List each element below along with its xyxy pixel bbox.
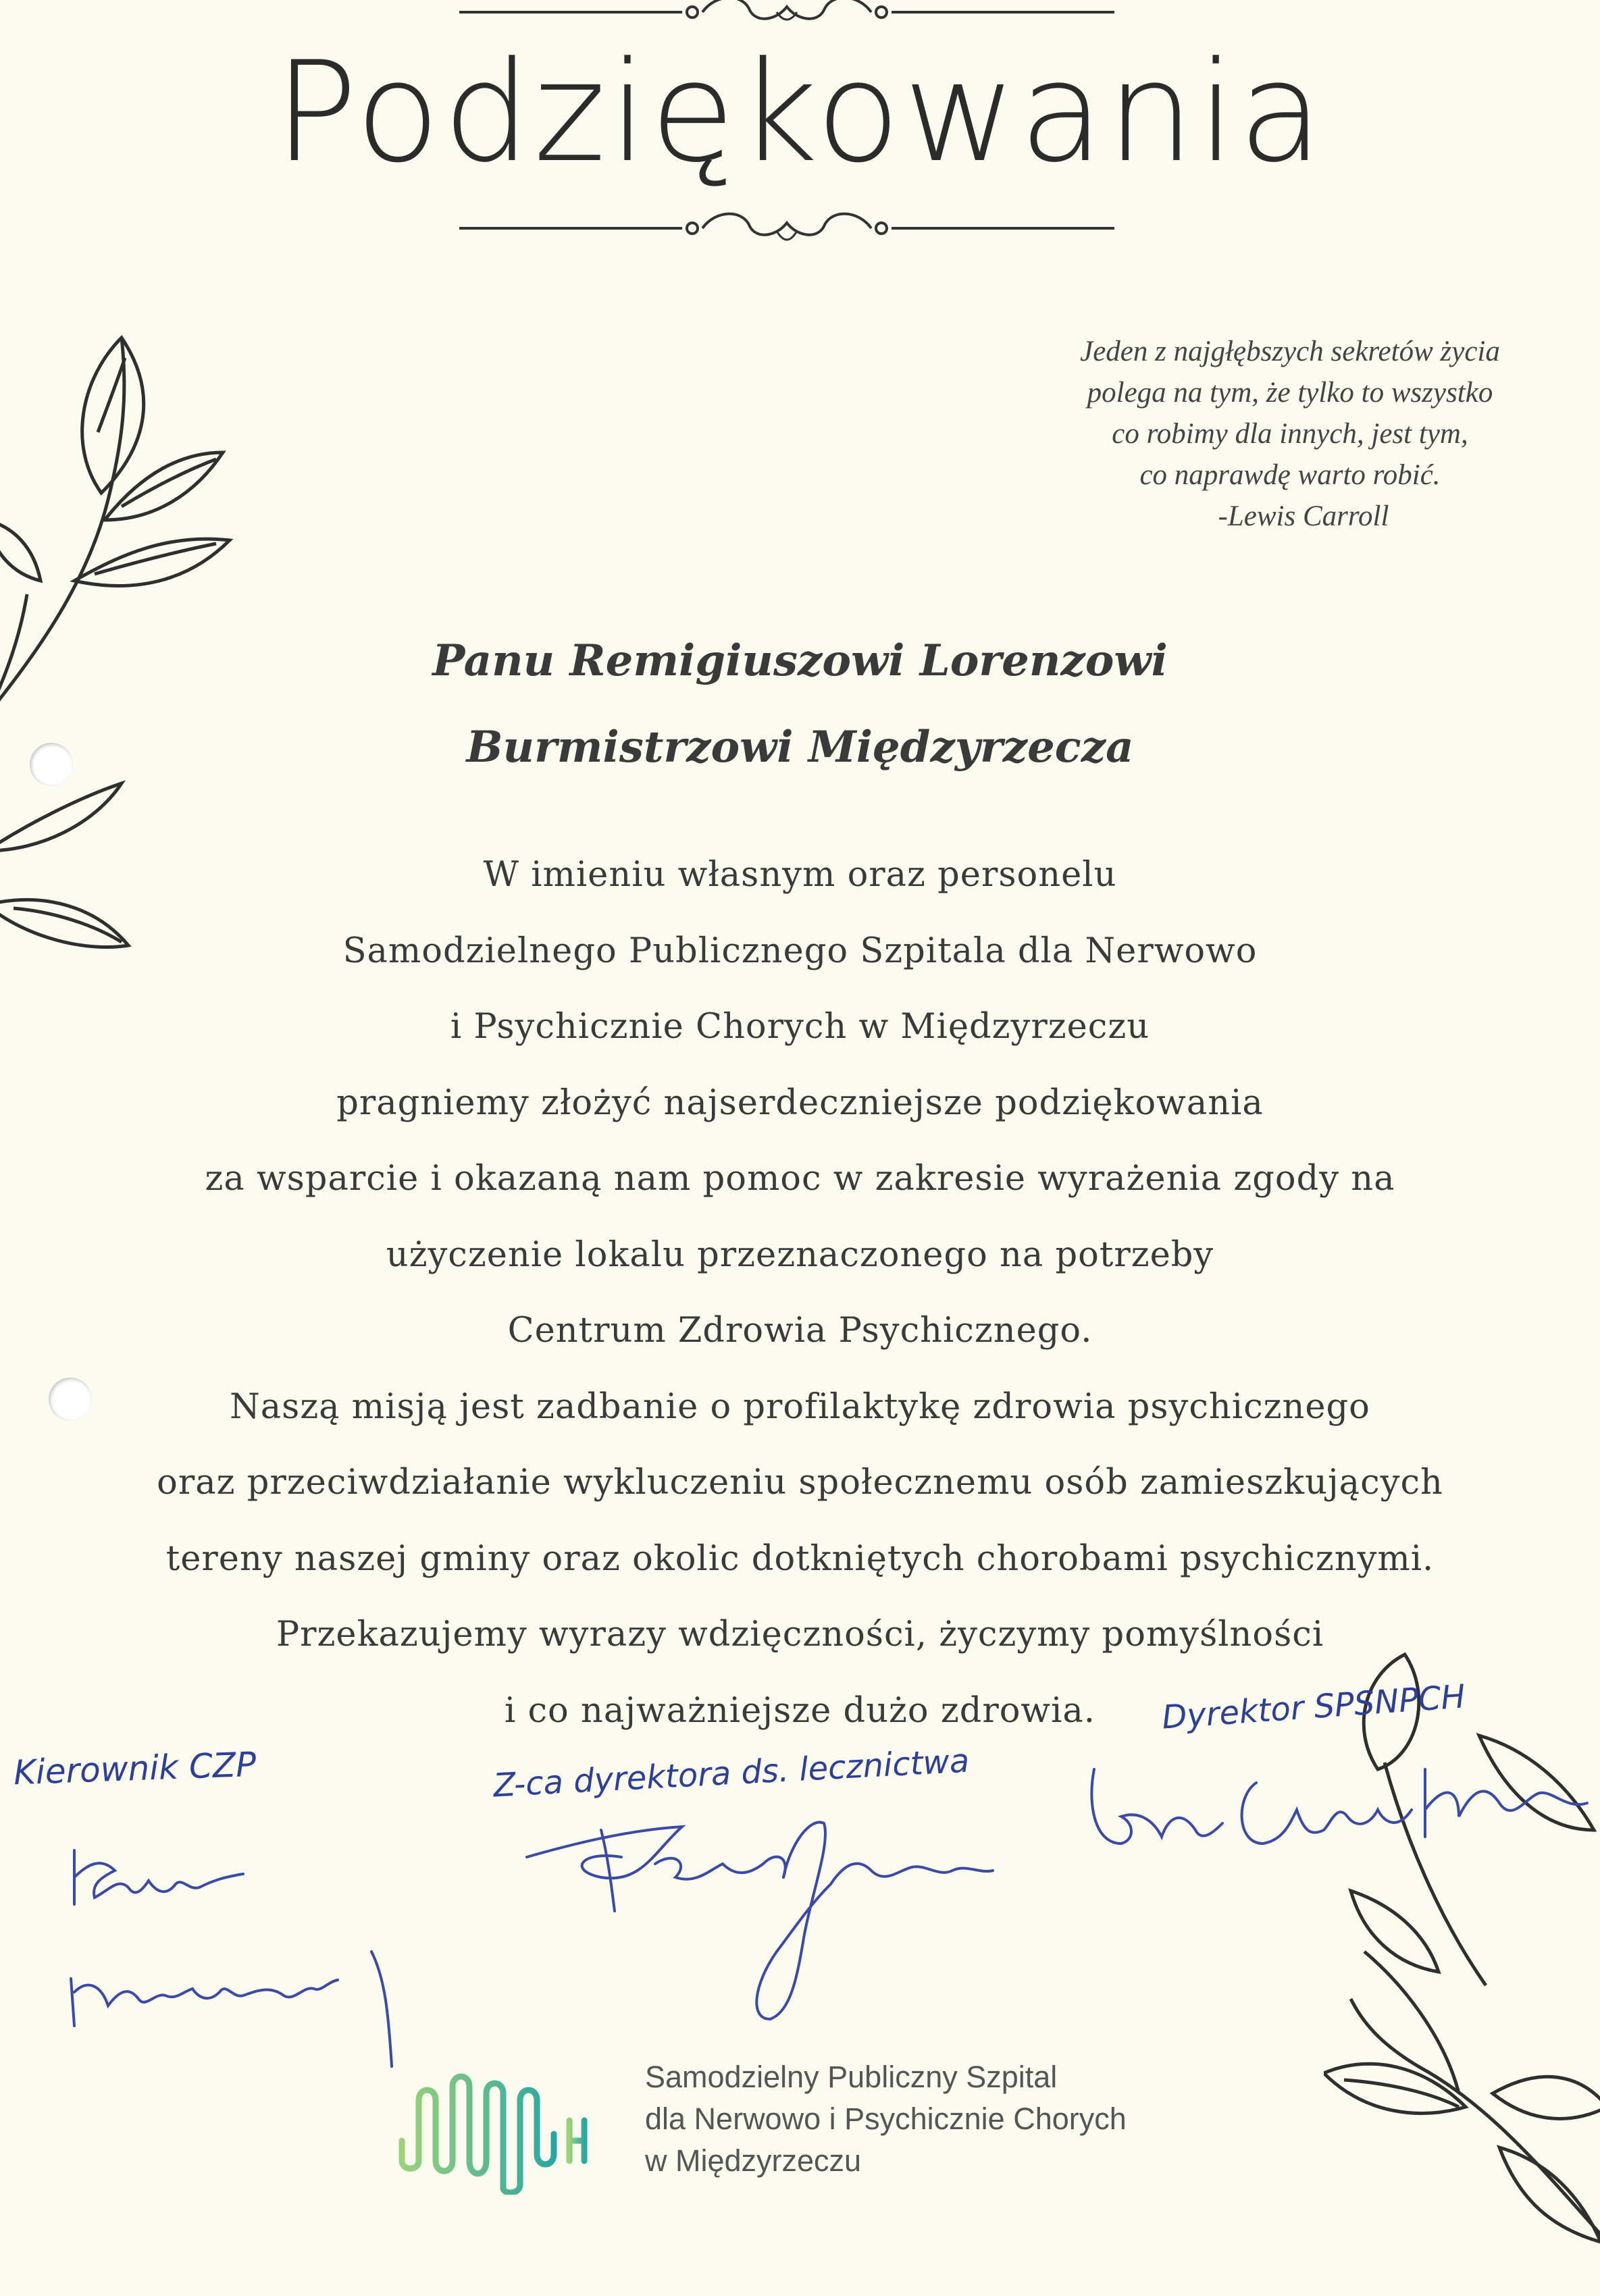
signature-right (1081, 1729, 1594, 1877)
quote-author: -Lewis Carroll (1218, 500, 1389, 532)
signature-title-right: Dyrektor SPSNPCH (1160, 1677, 1467, 1737)
body-line: użyczenie lokalu przeznaczonego na potrzeby (386, 1234, 1214, 1275)
body-line: Samodzielnego Publicznego Szpitala dla Nerwowo (342, 931, 1258, 971)
body-line: za wsparcie i okazaną nam pomoc w zakresie wyrażenia zgody na (205, 1159, 1395, 1199)
body-line: Przekazujemy wyrazy wdzięczności, życzymy pomyślności (276, 1615, 1324, 1654)
quote-line: co robimy dla innych, jest tym, (1112, 418, 1468, 450)
signature-title-left: Kierownik CZP (13, 1744, 257, 1793)
body-line: oraz przeciwdziałanie wykluczeniu społecznemu osób zamieszkujących (157, 1463, 1443, 1503)
recipient-title: Burmistrzowi Międzyrzecza (466, 722, 1134, 773)
body-line: i co najważniejsze dużo zdrowia. (504, 1690, 1096, 1731)
quote-line: Jeden z najgłębszych sekretów życia (1080, 336, 1500, 367)
signature-title-middle: Z-ca dyrektora ds. lecznictwa (492, 1742, 971, 1805)
letter-body (0, 837, 1600, 1749)
title-ornament (459, 209, 1114, 250)
punch-hole (30, 743, 73, 786)
signature-middle (520, 1803, 1006, 2033)
institution-line: w Międzyrzeczu (645, 2143, 862, 2178)
body-line: tereny naszej gminy oraz okolic dotkniętych chorobami psychicznymi. (165, 1538, 1435, 1579)
recipient-block (0, 618, 1600, 791)
institution-line: Samodzielny Publiczny Szpital (645, 2060, 1058, 2094)
top-ornament (459, 0, 1114, 34)
body-line: i Psychicznie Chorych w Międzyrzeczu (450, 1007, 1150, 1047)
quote-line: co naprawdę warto robić. (1139, 459, 1441, 491)
page-title: Podziękowania (274, 32, 1326, 193)
body-line: Naszą misją jest zadbanie o profilaktykę zdrowia psychicznego (230, 1386, 1370, 1427)
quote-line: polega na tym, że tylko to wszystko (1087, 377, 1493, 409)
recipient-name: Panu Remigiuszowi Lorenzowi (432, 635, 1168, 686)
signature-left (54, 1823, 405, 2080)
institution-name (645, 2056, 1127, 2182)
body-line: pragniemy złożyć najserdeczniejsze podziękowania (336, 1082, 1264, 1123)
body-line: Centrum Zdrowia Psychicznego. (507, 1311, 1093, 1351)
institution-line: dla Nerwowo i Psychicznie Chorych (645, 2102, 1127, 2136)
punch-hole (49, 1378, 92, 1421)
body-line: W imieniu własnym oraz personelu (483, 855, 1117, 895)
hospital-logo-icon (395, 2060, 598, 2195)
quote-block (986, 331, 1594, 537)
